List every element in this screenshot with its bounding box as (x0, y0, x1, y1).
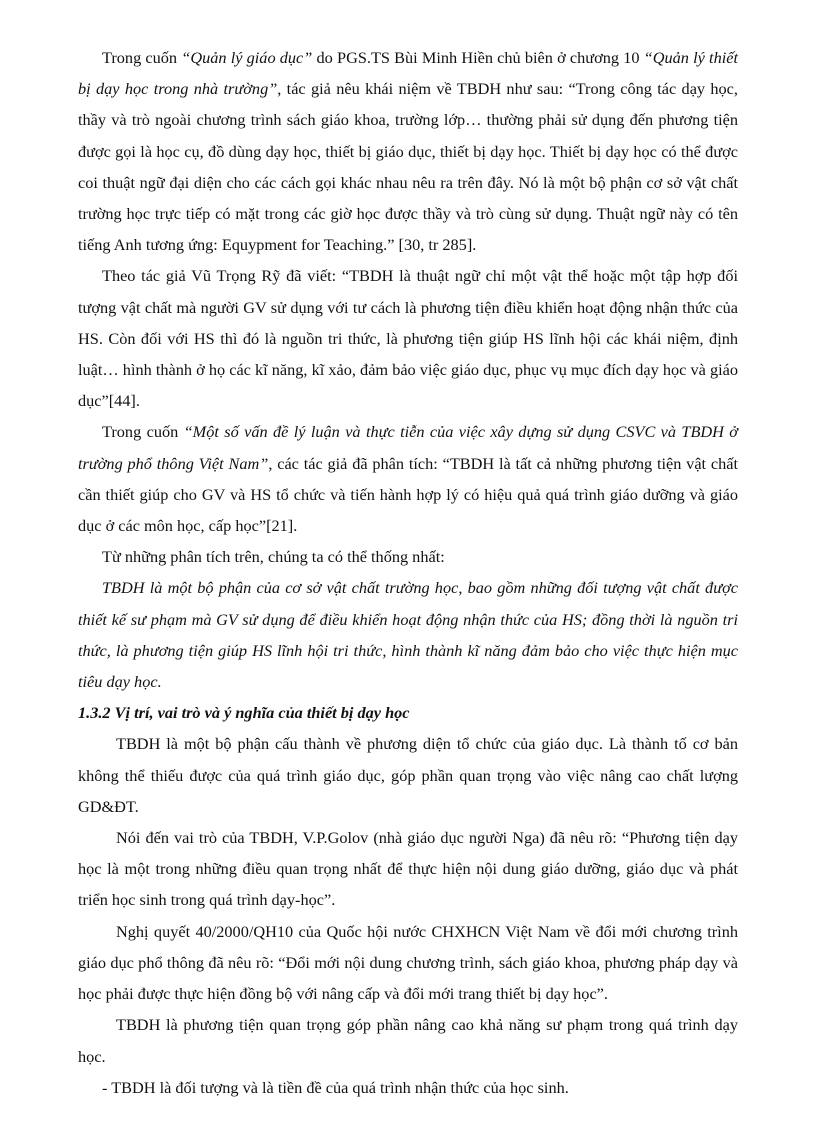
text-run: Trong cuốn (102, 422, 184, 442)
list-item: - TBDH là đối tượng và là tiền đề của quá trình nhận thức của học sinh. (102, 1077, 569, 1097)
text-run: , tác giả nêu khái niệm về TBDH như sau: “Trong công tác dạy học, thầy và trò ngoài chương trình sách giáo khoa, trường lớp… thường phải sử dụng đến phương tiện được gọi là học cụ, đồ dùng dạy học, thiết bị giáo dục, thiết bị dạy học. Thiết bị dạy học có thể được coi thuật ngữ đại diện cho các cách gọi khác nhau nêu ra trên đây. Nó là một bộ phận cơ sở vật chất trường học trực tiếp có mặt trong các giờ học được thầy và trò cùng sử dụng. Thuật ngữ này có tên tiếng Anh tương ứng: Equypment for Teaching.” [30, tr 285]. (78, 79, 738, 255)
section-heading: 1.3.2 Vị trí, vai trò và ý nghĩa của thiết bị dạy học (78, 703, 410, 723)
book-title: “Một số vấn đề lý luận và thực tiễn của việc xây dựng sử dụng CSVC và TBDH ở trường phổ thông Việt Nam” (78, 422, 739, 473)
paragraph-resolution: Nghị quyết 40/2000/QH10 của Quốc hội nước CHXHCN Việt Nam về đổi mới chương trình giáo dục phổ thông đã nêu rõ: “Đổi mới nội dung chương trình, sách giáo khoa, phương pháp dạy và học phải được thực hiện đồng bộ với nâng cấp và đổi mới trang thiết bị dạy học”. (78, 921, 738, 1004)
paragraph-definition (78, 572, 738, 697)
text-run: Trong cuốn (102, 48, 182, 67)
paragraph-mot-so-van-de (78, 416, 738, 541)
text-run: do PGS.TS Bùi Minh Hiền chủ biên ở chương 10 (312, 48, 644, 67)
paragraph-quan-ly-giao-duc (78, 42, 738, 260)
paragraph-component: TBDH là một bộ phận cấu thành về phương diện tổ chức của giáo dục. Là thành tố cơ bản không thể thiếu được của quá trình giáo dục, góp phần quan trọng vào việc nâng cao chất lượng GD&ĐT. (78, 734, 738, 816)
paragraph-golov: Nói đến vai trò của TBDH, V.P.Golov (nhà giáo dục người Nga) đã nêu rõ: “Phương tiện dạy học là một trong những điều quan trọng nhất để thực hiện nội dung giáo dưỡng, giáo dục và phát triển học sinh trong quá trình dạy-học”. (78, 828, 738, 910)
definition-text: TBDH là một bộ phận của cơ sở vật chất trường học, bao gồm những đối tượng vật chất được thiết kế sư phạm mà GV sử dụng để điều khiển hoạt động nhận thức của HS; đồng thời là nguồn tri thức, là phương tiện giúp HS lĩnh hội tri thức, hình thành kĩ năng đảm bảo cho việc thực hiện mục tiêu dạy học. (78, 578, 738, 692)
text-run: , các tác giả đã phân tích: “TBDH là tất cả những phương tiện vật chất cần thiết giúp cho GV và HS tổ chức và tiến hành hợp lý có hiệu quả quá trình giáo dưỡng và giáo dục ở các môn học, cấp học”[21]. (78, 453, 739, 536)
paragraph-vu-trong-ry: Theo tác giả Vũ Trọng Rỹ đã viết: “TBDH là thuật ngữ chỉ một vật thể hoặc một tập hợp đối tượng vật chất mà người GV sử dụng với tư cách là phương tiện điều khiển hoạt động nhận thức của HS. Còn đối với HS thì đó là nguồn tri thức, là phương tiện giúp HS lĩnh hội các khái niệm, định luật… hình thành ở họ các kĩ năng, kĩ xảo, đảm bảo việc giáo dục, phục vụ mục đích dạy học và giáo dục”[44]. (78, 266, 738, 411)
paragraph-conclusion-intro: Từ những phân tích trên, chúng ta có thể thống nhất: (102, 547, 445, 567)
chapter-title: “Quản lý thiết bị dạy học trong nhà trường” (78, 48, 738, 99)
paragraph-pedagogy: TBDH là phương tiện quan trọng góp phần nâng cao khả năng sư phạm trong quá trình dạy học. (78, 1015, 738, 1066)
book-title: “Quản lý giáo dục” (181, 48, 313, 67)
